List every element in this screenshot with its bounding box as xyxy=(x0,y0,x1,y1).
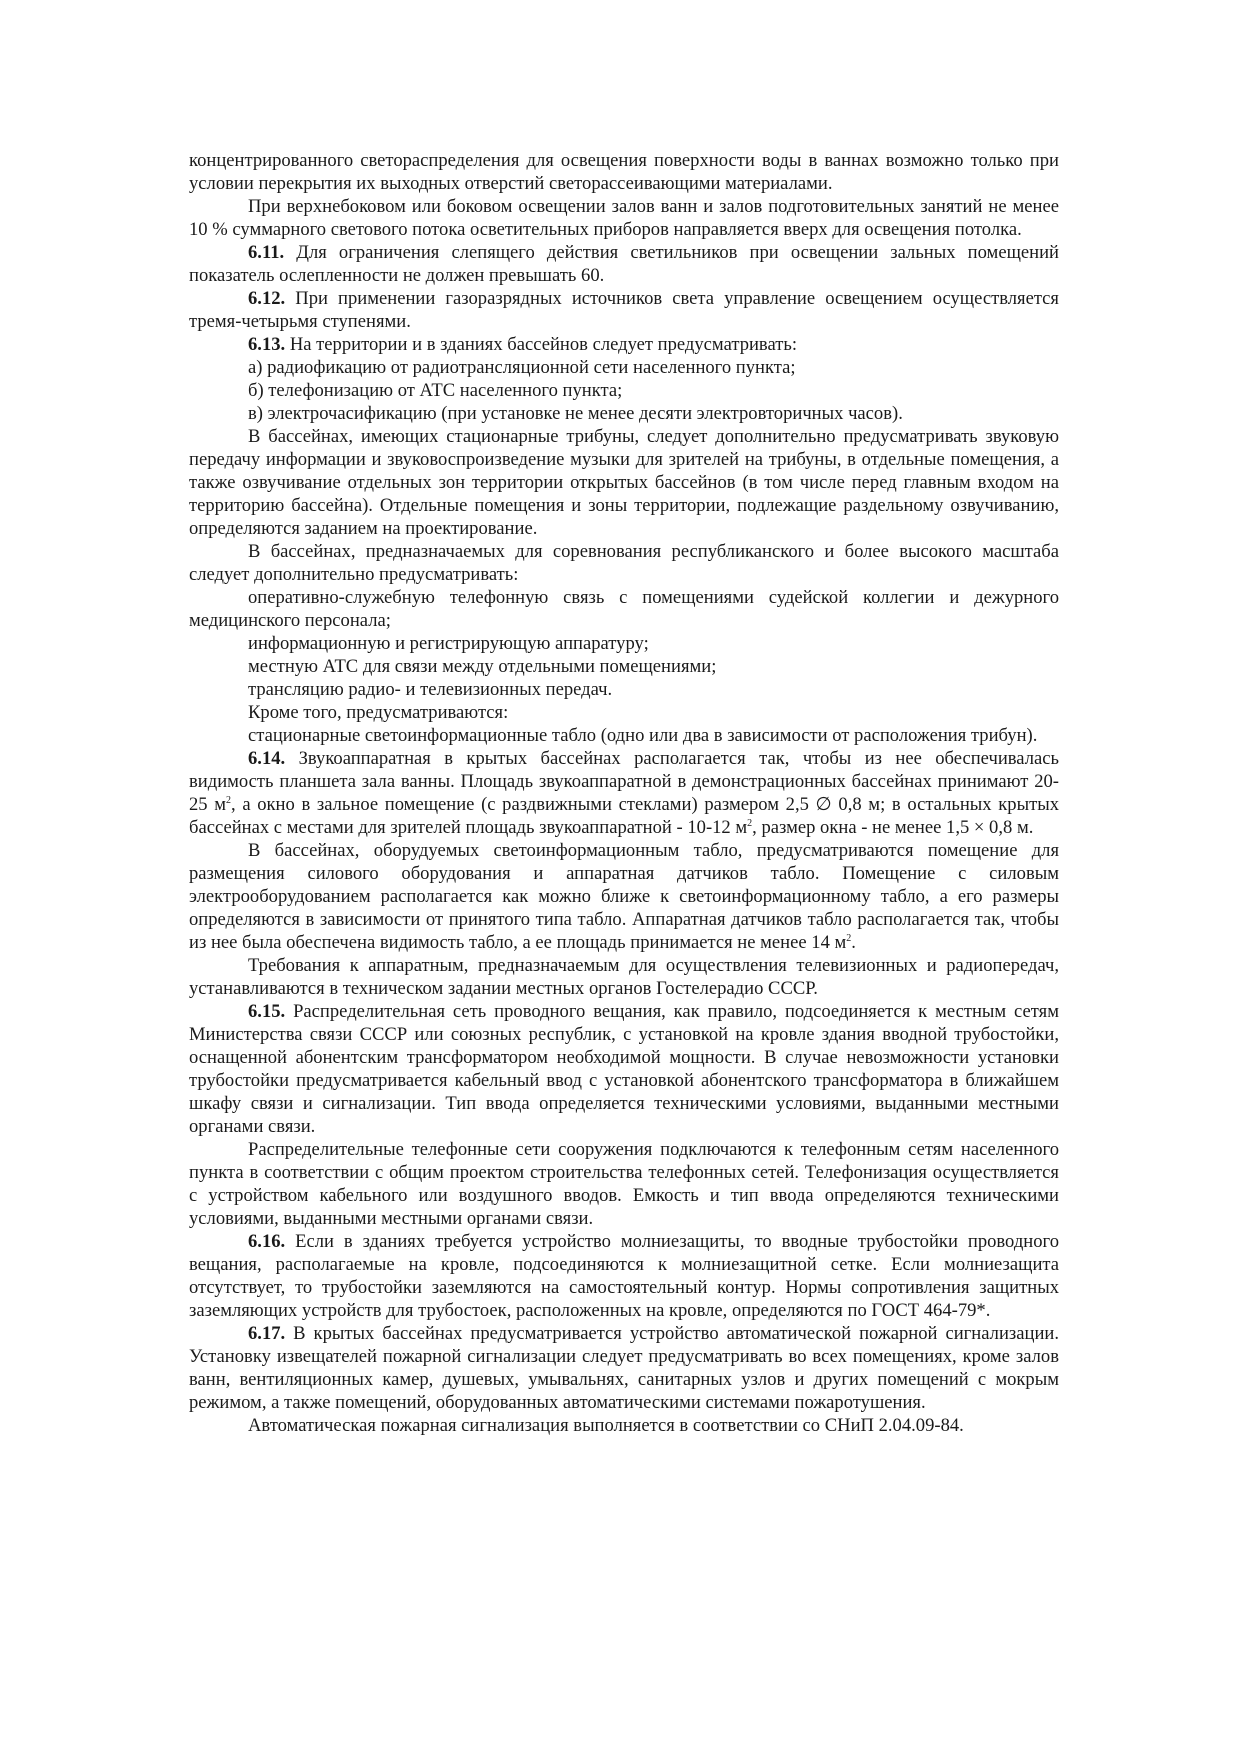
paragraph: 6.11. Для ограничения слепящего действия светильников при освещении зальных помещений показатель ослепленности не должен превышать 60. xyxy=(189,242,1059,286)
paragraph: Требования к аппаратным, предназначаемым для осуществления телевизионных и радиопередач, устанавливаются в техническом задании местных органов Гостелерадио СССР. xyxy=(189,955,1059,999)
clause-number: 6.12. xyxy=(248,288,286,309)
clause-number: 6.14. xyxy=(248,748,286,769)
document-page xyxy=(189,149,1059,1437)
clause-number: 6.17. xyxy=(248,1323,286,1344)
paragraph: При верхнебоковом или боковом освещении залов ванн и залов подготовительных занятий не менее 10 % суммарного светового потока осветительных приборов направляется вверх для освещения потолка. xyxy=(189,196,1059,240)
clause-number: 6.13. xyxy=(248,334,286,355)
paragraph: информационную и регистрирующую аппаратуру; xyxy=(248,633,649,654)
paragraph: В бассейнах, имеющих стационарные трибуны, следует дополнительно предусматривать звуковую передачу информации и звуковоспроизведение музыки для зрителей на трибуны, в отдельные помещения, а также озвучивание отдельных зон территории открытых бассейнов (в том числе перед главным входом на территорию бассейна). Отдельные помещения и зоны территории, подлежащие раздельному озвучиванию, определяются заданием на проектирование. xyxy=(189,426,1059,539)
clause-number: 6.11. xyxy=(248,242,285,263)
paragraph: б) телефонизацию от АТС населенного пункта; xyxy=(248,380,623,401)
section-6-part-2 xyxy=(189,954,1059,1437)
paragraph-6-14: 6.14. Звукоаппаратная в крытых бассейнах располагается так, чтобы из нее обеспечивалась видимость планшета зала ванны. Площадь звукоаппаратной в демонстрационных бассейнах принимают 20-25 $м^2$, а окно в зальное помещение (с раздвижными стеклами) размером 2,5 ∅ 0,8 м; в остальных крытых бассейнах с местами для зрителей площадь звукоаппаратной - 10-12 $м^2$, размер окна - не менее 1,5 × 0,8 м. xyxy=(189,748,1059,838)
paragraph: концентрированного светораспределения для освещения поверхности воды в ваннах возможно только при условии перекрытия их выходных отверстий светорассеивающими материалами. xyxy=(189,150,1059,194)
paragraph: стационарные светоинформационные табло (одно или два в зависимости от расположения трибун). xyxy=(248,725,1038,746)
paragraph: В бассейнах, предназначаемых для соревнования республиканского и более высокого масштаба следует дополнительно предусматривать: xyxy=(189,541,1059,585)
paragraph: 6.17. В крытых бассейнах предусматривается устройство автоматической пожарной сигнализации. Установку извещателей пожарной сигнализации следует предусматривать во всех помещениях, кроме залов ванн, вентиляционных камер, душевых, умывальнях, санитарных узлов и других помещений с мокрым режимом, а также помещений, оборудованных автоматическими системами пожаротушения. xyxy=(189,1323,1059,1413)
paragraph: Распределительные телефонные сети сооружения подключаются к телефонным сетям населенного пункта в соответствии с общим проектом строительства телефонных сетей. Телефонизация осуществляется с устройством кабельного или воздушного вводов. Емкость и тип ввода определяются техническими условиями, выданными местными органами связи. xyxy=(189,1139,1059,1229)
clause-number: 6.16. xyxy=(248,1231,286,1252)
paragraph: местную АТС для связи между отдельными помещениями; xyxy=(248,656,717,677)
paragraph: 6.16. Если в зданиях требуется устройство молниезащиты, то вводные трубостойки проводного вещания, располагаемые на кровле, подсоединяются к молниезащитной сетке. Если молниезащита отсутствует, то трубостойки заземляются на самостоятельный контур. Нормы сопротивления защитных заземляющих устройств для трубостоек, расположенных на кровле, определяются по ГОСТ 464-79*. xyxy=(189,1231,1059,1321)
paragraph: в) электрочасификацию (при установке не менее десяти электровторичных часов). xyxy=(248,403,903,424)
paragraph: трансляцию радио- и телевизионных передач. xyxy=(248,679,613,700)
paragraph-tablo: В бассейнах, оборудуемых светоинформационным табло, предусматриваются помещение для размещения силового оборудования и аппаратная датчиков табло. Помещение с силовым электрооборудованием располагается как можно ближе к светоинформационному табло, а его размеры определяются в зависимости от принятого типа табло. Аппаратная датчиков табло располагается так, чтобы из нее была обеспечена видимость табло, а ее площадь принимается не менее 14 $м^2$. xyxy=(189,840,1059,953)
paragraph: 6.15. Распределительная сеть проводного вещания, как правило, подсоединяется к местным сетям Министерства связи СССР или союзных республик, с установкой на кровле здания вводной трубостойки, оснащенной абонентским трансформатором необходимой мощности. В случае невозможности установки трубостойки предусматривается кабельный ввод с установкой абонентского трансформатора в ближайшем шкафу связи и сигнализации. Тип ввода определяется техническими условиями, выданными местными органами связи. xyxy=(189,1001,1059,1137)
paragraph: оперативно-служебную телефонную связь с помещениями судейской коллегии и дежурного медицинского персонала; xyxy=(189,587,1059,631)
paragraph: Автоматическая пожарная сигнализация выполняется в соответствии со СНиП 2.04.09-84. xyxy=(248,1415,964,1436)
paragraph: 6.13. На территории и в зданиях бассейнов следует предусматривать: xyxy=(248,334,798,355)
paragraph: 6.12. При применении газоразрядных источников света управление освещением осуществляется тремя-четырьмя ступенями. xyxy=(189,288,1059,332)
paragraph: а) радиофикацию от радиотрансляционной сети населенного пункта; xyxy=(248,357,796,378)
section-6-part-1 xyxy=(189,149,1059,747)
clause-number: 6.15. xyxy=(248,1001,286,1022)
paragraph: Кроме того, предусматриваются: xyxy=(248,702,509,723)
